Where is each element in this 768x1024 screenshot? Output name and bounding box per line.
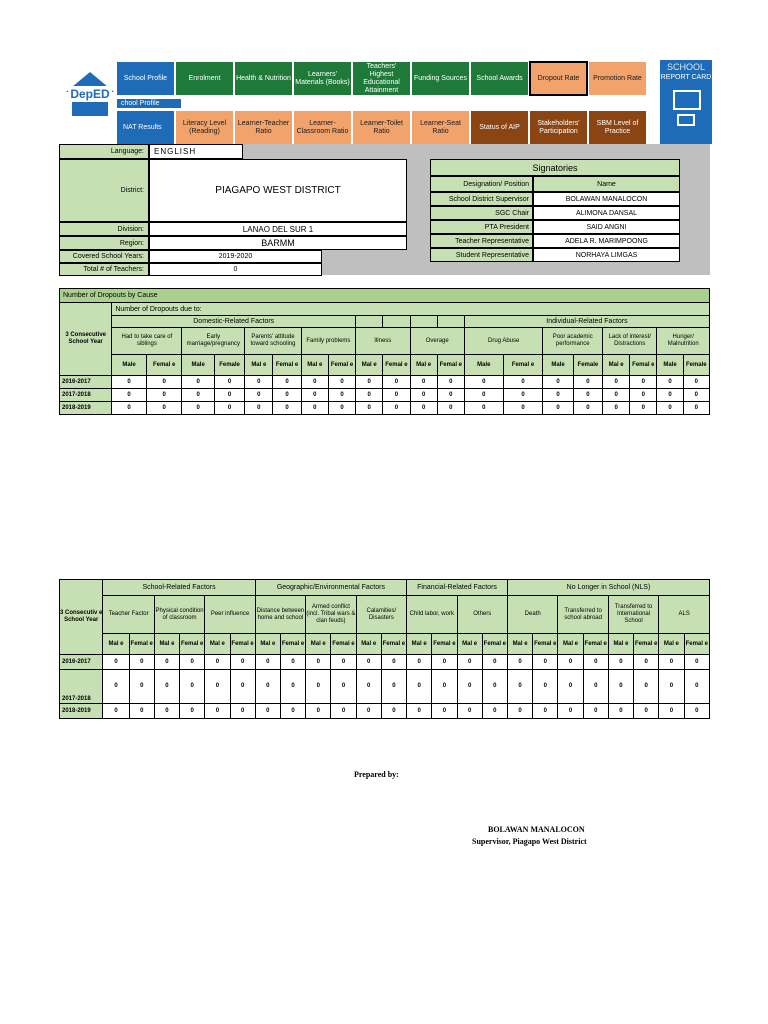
count-cell: 0 <box>573 376 602 389</box>
sex-header: Femal e <box>630 355 657 376</box>
individual-factors-header: Individual-Related Factors <box>464 316 709 328</box>
count-cell: 0 <box>112 402 147 415</box>
factor-header: Had to take care of siblings <box>112 328 182 355</box>
signatory-name: ALIMONA DANSAL <box>533 206 680 220</box>
count-cell: 0 <box>503 389 543 402</box>
sex-header: Female <box>214 355 244 376</box>
sex-header: Mal e <box>255 634 280 655</box>
count-cell: 0 <box>356 704 381 719</box>
count-cell: 0 <box>558 655 583 670</box>
count-cell: 0 <box>214 376 244 389</box>
count-cell: 0 <box>273 376 301 389</box>
count-cell: 0 <box>543 402 573 415</box>
count-cell: 0 <box>255 655 280 670</box>
count-cell: 0 <box>381 704 406 719</box>
factor-header: Peer influence <box>205 596 255 634</box>
factor-header: Calamities/ Disasters <box>356 596 406 634</box>
count-cell: 0 <box>180 655 205 670</box>
sex-header: Femal e <box>432 634 457 655</box>
table1-year-header: 3 Consecutive School Year <box>60 303 112 376</box>
nav-tile-promotion-rate[interactable]: Promotion Rate <box>588 61 647 96</box>
count-cell: 0 <box>634 670 659 704</box>
count-cell: 0 <box>657 402 683 415</box>
sex-header: Female <box>683 355 709 376</box>
count-cell: 0 <box>432 670 457 704</box>
count-cell: 0 <box>182 389 214 402</box>
count-cell: 0 <box>103 655 129 670</box>
factor-header: Hunger/ Malnutrition <box>657 328 710 355</box>
count-cell: 0 <box>608 655 633 670</box>
count-cell: 0 <box>608 704 633 719</box>
count-cell: 0 <box>103 704 129 719</box>
count-cell: 0 <box>280 670 305 704</box>
blank-header-cell <box>356 316 383 328</box>
language-label: Language: <box>59 144 149 159</box>
nav-tile-nat-results[interactable]: NAT Results <box>116 110 175 145</box>
count-cell: 0 <box>154 670 179 704</box>
sex-header: Male <box>657 355 683 376</box>
count-cell: 0 <box>437 402 464 415</box>
count-cell: 0 <box>356 402 383 415</box>
count-cell: 0 <box>608 670 633 704</box>
count-cell: 0 <box>657 389 683 402</box>
count-cell: 0 <box>328 389 355 402</box>
count-cell: 0 <box>533 655 558 670</box>
sex-header: Femal e <box>230 634 255 655</box>
count-cell: 0 <box>331 670 356 704</box>
sex-header: Femal e <box>273 355 301 376</box>
report-card-tile[interactable] <box>660 60 712 144</box>
sex-header: Femal e <box>634 634 659 655</box>
count-cell: 0 <box>432 655 457 670</box>
count-cell: 0 <box>410 389 437 402</box>
table-row <box>60 704 710 719</box>
sex-header: Femal e <box>331 634 356 655</box>
nav-tile-school-profile[interactable]: School Profile <box>116 61 175 96</box>
factor-header: Drug Abuse <box>464 328 542 355</box>
sex-header: Mal e <box>603 355 630 376</box>
nav-tile-stakeholders-participation[interactable]: Stakeholders' Participation <box>529 110 588 145</box>
preparer-name: BOLAWAN MANALOCON <box>488 825 585 834</box>
count-cell: 0 <box>383 389 410 402</box>
table2-year-header: 3 Consecutiv e School Year <box>60 580 103 655</box>
count-cell: 0 <box>464 376 503 389</box>
count-cell: 0 <box>255 704 280 719</box>
count-cell: 0 <box>301 376 328 389</box>
count-cell: 0 <box>129 704 154 719</box>
year-cell: 2018-2019 <box>60 402 112 415</box>
count-cell: 0 <box>464 402 503 415</box>
domestic-factors-header: Domestic-Related Factors <box>112 316 356 328</box>
teachers-value: 0 <box>149 263 322 276</box>
count-cell: 0 <box>482 655 507 670</box>
count-cell: 0 <box>457 704 482 719</box>
factor-header: Lack of interest/ Distractions <box>603 328 657 355</box>
sex-header: Femal e <box>533 634 558 655</box>
count-cell: 0 <box>683 376 709 389</box>
count-cell: 0 <box>457 670 482 704</box>
year-cell: 2017-2018 <box>60 389 112 402</box>
factor-header: Family problems <box>301 328 355 355</box>
count-cell: 0 <box>543 376 573 389</box>
table1-subtitle: Number of Dropouts due to: <box>112 303 710 316</box>
count-cell: 0 <box>356 655 381 670</box>
count-cell: 0 <box>230 655 255 670</box>
sex-header: Femal e <box>437 355 464 376</box>
count-cell: 0 <box>683 389 709 402</box>
sex-header: Femal e <box>381 634 406 655</box>
count-cell: 0 <box>182 402 214 415</box>
count-cell: 0 <box>464 389 503 402</box>
table-row <box>60 670 710 704</box>
count-cell: 0 <box>630 376 657 389</box>
count-cell: 0 <box>407 670 432 704</box>
signatories-title: Signatories <box>430 159 680 176</box>
count-cell: 0 <box>205 670 230 704</box>
count-cell: 0 <box>180 704 205 719</box>
signatory-name: BOLAWAN MANALOCON <box>533 192 680 206</box>
group-header: Geographic/Environmental Factors <box>255 580 406 596</box>
group-header: Financial-Related Factors <box>407 580 508 596</box>
count-cell: 0 <box>273 389 301 402</box>
deped-logo <box>64 70 116 116</box>
nav-tile-learner-classroom-ratio[interactable]: Learner-Classroom Ratio <box>293 110 352 145</box>
count-cell: 0 <box>273 402 301 415</box>
sex-header: Male <box>182 355 214 376</box>
count-cell: 0 <box>507 704 532 719</box>
count-cell: 0 <box>410 376 437 389</box>
district-label: District: <box>59 159 149 222</box>
count-cell: 0 <box>383 376 410 389</box>
count-cell: 0 <box>280 655 305 670</box>
count-cell: 0 <box>684 670 710 704</box>
count-cell: 0 <box>205 655 230 670</box>
sex-header: Male <box>543 355 573 376</box>
count-cell: 0 <box>356 376 383 389</box>
count-cell: 0 <box>659 704 684 719</box>
count-cell: 0 <box>543 389 573 402</box>
sex-header: Femal e <box>180 634 205 655</box>
sex-header: Femal e <box>503 355 543 376</box>
count-cell: 0 <box>245 389 273 402</box>
year-cell: 2016-2017 <box>60 376 112 389</box>
sex-header: Femal e <box>328 355 355 376</box>
count-cell: 0 <box>214 389 244 402</box>
blank-header-cell <box>410 316 437 328</box>
prepared-by-label: Prepared by: <box>354 770 399 779</box>
sex-header: Mal e <box>608 634 633 655</box>
count-cell: 0 <box>146 376 182 389</box>
count-cell: 0 <box>301 389 328 402</box>
report-card-label: REPORT CARD <box>660 74 712 81</box>
count-cell: 0 <box>245 376 273 389</box>
school-years-label: Covered School Years: <box>59 250 149 263</box>
group-header: School-Related Factors <box>103 580 255 596</box>
count-cell: 0 <box>437 376 464 389</box>
sex-header: Mal e <box>356 634 381 655</box>
nav-tile-learner-teacher-ratio[interactable]: Learner-Teacher Ratio <box>234 110 293 145</box>
count-cell: 0 <box>437 389 464 402</box>
language-value: ENGLISH <box>149 144 243 159</box>
count-cell: 0 <box>214 402 244 415</box>
year-cell: 2017-2018 <box>60 670 103 704</box>
factor-header: Parents' attitude toward schooling <box>245 328 302 355</box>
school-profile-sub-tab[interactable]: chool Profile <box>116 98 182 109</box>
count-cell: 0 <box>533 704 558 719</box>
division-value: LANAO DEL SUR 1 <box>149 222 407 236</box>
sex-header: Mal e <box>507 634 532 655</box>
group-header: No Longer in School (NLS) <box>507 580 709 596</box>
count-cell: 0 <box>245 402 273 415</box>
signatory-position: PTA President <box>430 220 533 234</box>
factor-header: Transferred to International School <box>608 596 658 634</box>
count-cell: 0 <box>507 655 532 670</box>
count-cell: 0 <box>457 655 482 670</box>
signatory-position: SGC Chair <box>430 206 533 220</box>
signatories-col-name: Name <box>533 176 680 192</box>
count-cell: 0 <box>583 704 608 719</box>
count-cell: 0 <box>381 670 406 704</box>
count-cell: 0 <box>331 704 356 719</box>
region-label: Region: <box>59 236 149 250</box>
blank-header-cell <box>383 316 410 328</box>
factor-header: Armed conflict (incl. Tribal wars & clan feuds) <box>306 596 356 634</box>
sex-header: Mal e <box>457 634 482 655</box>
year-cell: 2018-2019 <box>60 704 103 719</box>
factor-header: Others <box>457 596 507 634</box>
count-cell: 0 <box>112 389 147 402</box>
sex-header: Mal e <box>410 355 437 376</box>
factor-header: Transferred to school abroad <box>558 596 608 634</box>
dropouts-table-1 <box>59 288 710 415</box>
count-cell: 0 <box>230 670 255 704</box>
count-cell: 0 <box>146 402 182 415</box>
sex-header: Mal e <box>301 355 328 376</box>
sex-header: Mal e <box>205 634 230 655</box>
count-cell: 0 <box>603 402 630 415</box>
report-card-icon <box>660 81 712 133</box>
factor-header: Death <box>507 596 557 634</box>
sex-header: Femal e <box>129 634 154 655</box>
count-cell: 0 <box>684 655 710 670</box>
count-cell: 0 <box>306 670 331 704</box>
district-value: PIAGAPO WEST DISTRICT <box>149 159 407 222</box>
count-cell: 0 <box>410 402 437 415</box>
count-cell: 0 <box>407 704 432 719</box>
count-cell: 0 <box>432 704 457 719</box>
count-cell: 0 <box>659 670 684 704</box>
count-cell: 0 <box>182 376 214 389</box>
factor-header: Physical condition of classroom <box>154 596 204 634</box>
count-cell: 0 <box>205 704 230 719</box>
signatories-col-position: Designation/ Position <box>430 176 533 192</box>
sex-header: Mal e <box>356 355 383 376</box>
nav-tile-dropout-rate[interactable]: Dropout Rate <box>529 61 588 96</box>
count-cell: 0 <box>482 670 507 704</box>
nav-tile-learner-seat-ratio[interactable]: Learner-Seat Ratio <box>411 110 470 145</box>
sex-header: Femal e <box>146 355 182 376</box>
count-cell: 0 <box>507 670 532 704</box>
sex-header: Femal e <box>383 355 410 376</box>
count-cell: 0 <box>634 704 659 719</box>
count-cell: 0 <box>280 704 305 719</box>
dropouts-table-2 <box>59 579 710 719</box>
count-cell: 0 <box>683 402 709 415</box>
count-cell: 0 <box>634 655 659 670</box>
count-cell: 0 <box>659 655 684 670</box>
sex-header: Mal e <box>659 634 684 655</box>
count-cell: 0 <box>154 704 179 719</box>
factor-header: Illness <box>356 328 410 355</box>
sex-header: Femal e <box>684 634 710 655</box>
nav-tile-learner-toilet-ratio[interactable]: Learner-Toilet Ratio <box>352 110 411 145</box>
count-cell: 0 <box>503 376 543 389</box>
factor-header: ALS <box>659 596 710 634</box>
region-value: BARMM <box>149 236 407 250</box>
nav-tile-enrolment[interactable]: Enrolment <box>175 61 234 96</box>
factor-header: Overage <box>410 328 464 355</box>
count-cell: 0 <box>603 376 630 389</box>
count-cell: 0 <box>583 655 608 670</box>
sex-header: Femal e <box>280 634 305 655</box>
nav-tile-literacy-level-reading[interactable]: Literacy Level (Reading) <box>175 110 234 145</box>
signatory-position: School District Supervisor <box>430 192 533 206</box>
count-cell: 0 <box>103 670 129 704</box>
count-cell: 0 <box>154 655 179 670</box>
count-cell: 0 <box>180 670 205 704</box>
count-cell: 0 <box>306 655 331 670</box>
count-cell: 0 <box>503 402 543 415</box>
factor-header: Distance between home and school <box>255 596 305 634</box>
count-cell: 0 <box>356 389 383 402</box>
table1-title: Number of Dropouts by Cause <box>60 289 710 303</box>
count-cell: 0 <box>112 376 147 389</box>
count-cell: 0 <box>129 670 154 704</box>
factor-header: Teacher Factor <box>103 596 154 634</box>
count-cell: 0 <box>328 376 355 389</box>
count-cell: 0 <box>328 402 355 415</box>
sex-header: Mal e <box>306 634 331 655</box>
logo-text: DepED <box>68 86 112 102</box>
table-row <box>60 402 710 415</box>
factor-header: Early marriage/pregnancy <box>182 328 245 355</box>
signatory-position: Teacher Representative <box>430 234 533 248</box>
nav-tile-learners-materials-books[interactable]: Learners' Materials (Books) <box>293 61 352 96</box>
count-cell: 0 <box>230 704 255 719</box>
nav-tile-teachers-highest-educational-attainment[interactable]: Teachers' Highest Educational Attainment <box>352 61 411 96</box>
count-cell: 0 <box>306 704 331 719</box>
count-cell: 0 <box>583 670 608 704</box>
count-cell: 0 <box>301 402 328 415</box>
nav-tile-status-of-aip[interactable]: Status of AIP <box>470 110 529 145</box>
nav-tile-school-awards[interactable]: School Awards <box>470 61 529 96</box>
count-cell: 0 <box>255 670 280 704</box>
count-cell: 0 <box>603 389 630 402</box>
preparer-position: Supervisor, Piagapo West District <box>472 837 587 846</box>
count-cell: 0 <box>356 670 381 704</box>
count-cell: 0 <box>381 655 406 670</box>
signatory-position: Student Representative <box>430 248 533 262</box>
report-card-top-label: SCHOOL <box>666 62 705 72</box>
sex-header: Male <box>112 355 147 376</box>
factor-header: Poor academic performance <box>543 328 603 355</box>
table-row <box>60 376 710 389</box>
signatory-name: NORHAYA LIMGAS <box>533 248 680 262</box>
sex-header: Mal e <box>245 355 273 376</box>
nav-tile-funding-sources[interactable]: Funding Sources <box>411 61 470 96</box>
sex-header: Mal e <box>407 634 432 655</box>
signatory-name: SAID ANGNI <box>533 220 680 234</box>
table-row <box>60 389 710 402</box>
nav-tile-health-nutrition[interactable]: Health & Nutrition <box>234 61 293 96</box>
teachers-label: Total # of Teachers: <box>59 263 149 276</box>
sex-header: Femal e <box>583 634 608 655</box>
count-cell: 0 <box>146 389 182 402</box>
year-cell: 2016-2017 <box>60 655 103 670</box>
count-cell: 0 <box>129 655 154 670</box>
count-cell: 0 <box>684 704 710 719</box>
count-cell: 0 <box>482 704 507 719</box>
sex-header: Male <box>464 355 503 376</box>
sex-header: Mal e <box>103 634 129 655</box>
count-cell: 0 <box>331 655 356 670</box>
division-label: Division: <box>59 222 149 236</box>
sex-header: Femal e <box>482 634 507 655</box>
count-cell: 0 <box>630 402 657 415</box>
count-cell: 0 <box>383 402 410 415</box>
nav-tile-sbm-level-of-practice[interactable]: SBM Level of Practice <box>588 110 647 145</box>
sex-header: Mal e <box>154 634 179 655</box>
count-cell: 0 <box>573 402 602 415</box>
table-row <box>60 655 710 670</box>
count-cell: 0 <box>407 655 432 670</box>
count-cell: 0 <box>630 389 657 402</box>
sex-header: Mal e <box>558 634 583 655</box>
school-years-value: 2019-2020 <box>149 250 322 263</box>
count-cell: 0 <box>558 670 583 704</box>
count-cell: 0 <box>657 376 683 389</box>
sex-header: Female <box>573 355 602 376</box>
count-cell: 0 <box>558 704 583 719</box>
count-cell: 0 <box>573 389 602 402</box>
blank-header-cell <box>437 316 464 328</box>
factor-header: Child labor, work <box>407 596 457 634</box>
signatory-name: ADELA R. MARIMPOONG <box>533 234 680 248</box>
count-cell: 0 <box>533 670 558 704</box>
